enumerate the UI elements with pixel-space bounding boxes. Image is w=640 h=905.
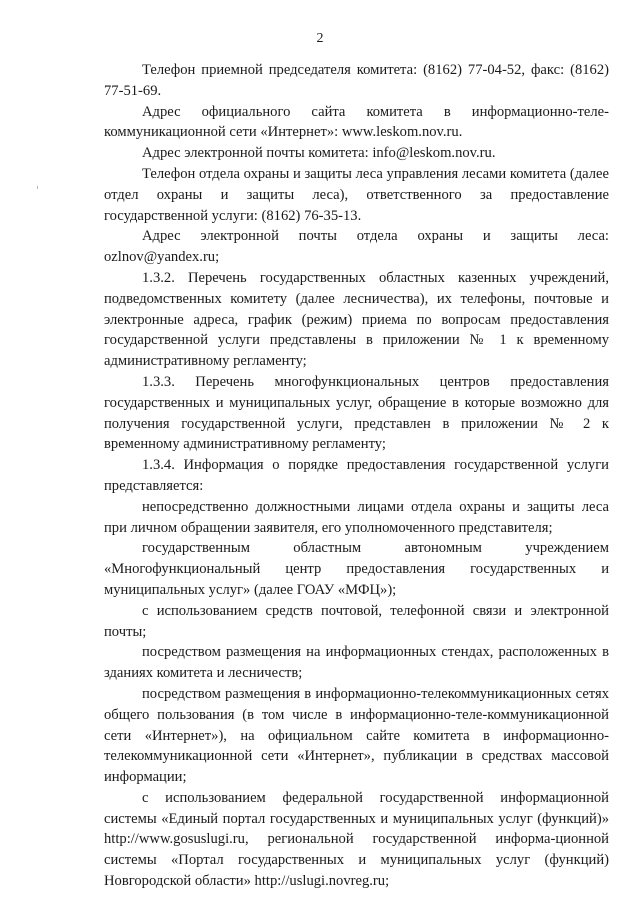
paragraph-1-3-3: 1.3.3. Перечень многофункциональных центров предоставления государственных и муниципальных услуг, обращение в которые возможно для получения государственной услуги, представлен в приложении № 2 к временному административному регламенту; (104, 373, 609, 453)
list-item-portals: с использованием федеральной государственной информационной системы «Единый портал государственных и муниципальных услуг (функций)» http://www.gosuslugi.ru, региональной государственной информа-ционной системы «Портал государственных и муниципальных услуг (функций) Новгородской области» http://uslugi.novreg.ru; (104, 789, 609, 890)
list-item-mfc: государственным областным автономным учреждением «Многофункциональный центр предоставления государственных и муниципальных услуг» (далее ГОАУ «МФЦ»); (104, 540, 609, 598)
list-item-internet: посредством размещения в информационно-телекоммуникационных сетях общего пользования (в том числе в информационно-теле-коммуникационной сети «Интернет»), на официальном сайте комитета в информационно-телекоммуникационной сети «Интернет», публикации в средствах массовой информации; (104, 685, 609, 786)
paragraph-department-phone: Телефон отдела охраны и защиты леса управления лесами комитета (далее отдел охраны и защиты леса), ответственного за предоставление государственной услуги: (8162) 76-35-13. (104, 165, 609, 224)
page-number: 2 (316, 31, 324, 46)
paragraph-official-site: Адрес официального сайта комитета в информационно-теле-коммуникационной сети «Интернет»: www.leskom.nov.ru. (104, 103, 609, 141)
scan-artifact (37, 186, 38, 189)
paragraph-1-3-4: 1.3.4. Информация о порядке предоставления государственной услуги представляется: (104, 457, 609, 494)
document-body (104, 60, 609, 892)
paragraph-reception-phone: Телефон приемной председателя комитета: (8162) 77-04-52, факс: (8162) 77-51-69. (104, 62, 609, 99)
paragraph-1-3-2: 1.3.2. Перечень государственных областных казенных учреждений, подведомственных комитету (далее лесничества), их телефоны, почтовые и электронные адреса, график (режим) приема по вопросам предоставления государственной услуги представлены в приложении № 1 к временному административному регламенту; (104, 269, 609, 370)
list-item-mail-phone: с использованием средств почтовой, телефонной связи и электронной почты; (104, 602, 609, 640)
paragraph-committee-email: Адрес электронной почты комитета: info@leskom.nov.ru. (142, 145, 496, 162)
paragraph-department-email: Адрес электронной почты отдела охраны и защиты леса: ozlnov@yandex.ru; (104, 228, 609, 266)
list-item-stands: посредством размещения на информационных стендах, расположенных в зданиях комитета и лесничеств; (104, 644, 609, 682)
list-item-direct: непосредственно должностными лицами отдела охраны и защиты леса при личном обращении заявителя, его уполномоченного представителя; (104, 498, 609, 536)
